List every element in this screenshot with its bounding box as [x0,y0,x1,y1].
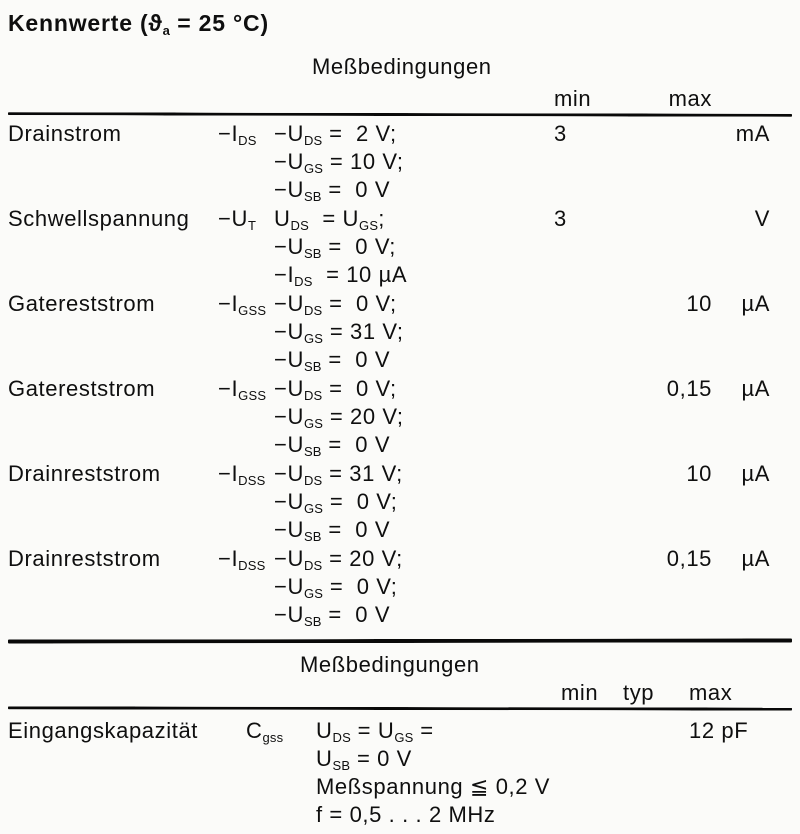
unit-label: µA [741,291,770,316]
unit-label: mA [735,121,770,146]
condition-line: $U_{SB} = 0$ V [316,746,412,773]
table2-min-header: min [561,680,599,705]
condition-line: $-U_{DS} = 31$ V; [274,461,403,488]
parameter-symbol: $-I_{DSS}$ [218,461,266,488]
condition-line: $-U_{SB} = 0$ V [274,517,391,544]
max-value: 12 pF [689,718,749,743]
max-value: 10 [686,291,712,316]
table1-conditions-header: Meßbedingungen [312,54,492,79]
condition-line: $-U_{SB} = 0$ V [274,347,391,374]
table2-header-row [8,680,792,706]
condition-line: f = 0,5 . . . 2 MHz [316,802,496,827]
condition-line: $-U_{SB} = 0$ V [274,432,391,459]
table1-unit-header-spacer [718,86,792,112]
table2-name-header-spacer [8,680,246,706]
measurement-conditions [274,545,546,629]
condition-line: $U_{DS} = U_{GS}$ = [316,718,434,745]
parameter-name: Eingangskapazität [8,718,198,743]
condition-line: $-U_{SB} = 0$ V [274,177,391,204]
condition-line: $-U_{GS} = 10$ V; [274,149,404,176]
condition-line: $-U_{DS} = 0$ V; [274,376,397,403]
parameter-name: Gatereststrom [8,291,156,316]
min-value [546,290,610,374]
parameter-symbol: $-I_{DSS}$ [218,546,266,573]
max-value [610,120,718,204]
table2-cond-header-spacer [316,680,553,706]
table-row [8,120,792,204]
parameter-symbol: $-I_{DS}$ [218,121,257,148]
table1-cond-header-spacer [274,86,546,112]
measurement-conditions [274,375,546,459]
characteristics-table [8,54,792,629]
condition-line: $-U_{GS} = 0$ V; [274,574,398,601]
parameter-symbol: $-U_T$ [218,206,257,233]
table-row [8,375,792,459]
parameter-name: Drainstrom [8,121,122,146]
max-value: 0,15 [666,376,712,401]
capacitance-table [8,652,792,829]
condition-line: $-U_{SB} = 0$ V [274,602,391,629]
parameter-name: Schwellspannung [8,206,190,231]
table2-conditions-header: Meßbedingungen [300,652,480,677]
condition-line: $-U_{SB} = 0$ V; [274,234,396,261]
parameter-name: Drainreststrom [8,461,161,486]
unit-label: V [754,206,770,231]
condition-line: $-U_{DS} = 20$ V; [274,546,403,573]
table2-max-header: max [689,680,733,705]
unit-label: µA [741,376,770,401]
measurement-conditions [274,205,546,289]
table-row [8,545,792,629]
unit-label: µA [741,546,770,571]
condition-line: $-I_{DS} = 10$ µA [274,262,408,289]
measurement-conditions [316,717,553,829]
typ-value [615,717,675,829]
table2-symbol-header-spacer [246,680,316,706]
table1-name-header-spacer [8,86,218,112]
min-value [553,717,615,829]
measurement-conditions [274,120,546,204]
parameter-name: Drainreststrom [8,546,161,571]
min-value [546,375,610,459]
condition-line: Meßspannung ≦ 0,2 V [316,774,551,799]
condition-line: $U_{DS} = U_{GS}$; [274,206,385,233]
table2-body [8,710,792,829]
min-value [546,545,610,629]
table-separator-rule [8,638,792,643]
table1-max-header: max [668,86,712,111]
max-value: 10 [686,461,712,486]
table-row [8,460,792,544]
condition-line: $-U_{GS} = 31$ V; [274,319,404,346]
parameter-symbol: $-I_{GSS}$ [218,376,267,403]
condition-line: $-U_{DS} = 0$ V; [274,291,397,318]
table-row [8,717,792,829]
measurement-conditions [274,290,546,374]
parameter-symbol: $C_{gss}$ [246,718,284,745]
page-title: Kennwerte ($ϑ_a = 25$ °C) [8,10,269,38]
table-row [8,205,792,289]
table-row [8,290,792,374]
max-value: 0,15 [666,546,712,571]
min-value: 3 [554,121,567,146]
parameter-name: Gatereststrom [8,376,156,401]
table2-typ-header: typ [623,680,655,705]
condition-line: $-U_{GS} = 20$ V; [274,404,404,431]
min-value: 3 [554,206,567,231]
table1-body [8,116,792,629]
max-value [610,205,718,289]
table1-min-header: min [554,86,592,111]
condition-line: $-U_{DS} = 2$ V; [274,121,397,148]
unit-label: µA [741,461,770,486]
min-value [546,460,610,544]
table1-header-row [8,86,792,112]
measurement-conditions [274,460,546,544]
condition-line: $-U_{GS} = 0$ V; [274,489,398,516]
parameter-symbol: $-I_{GSS}$ [218,291,267,318]
table1-symbol-header-spacer [218,86,274,112]
